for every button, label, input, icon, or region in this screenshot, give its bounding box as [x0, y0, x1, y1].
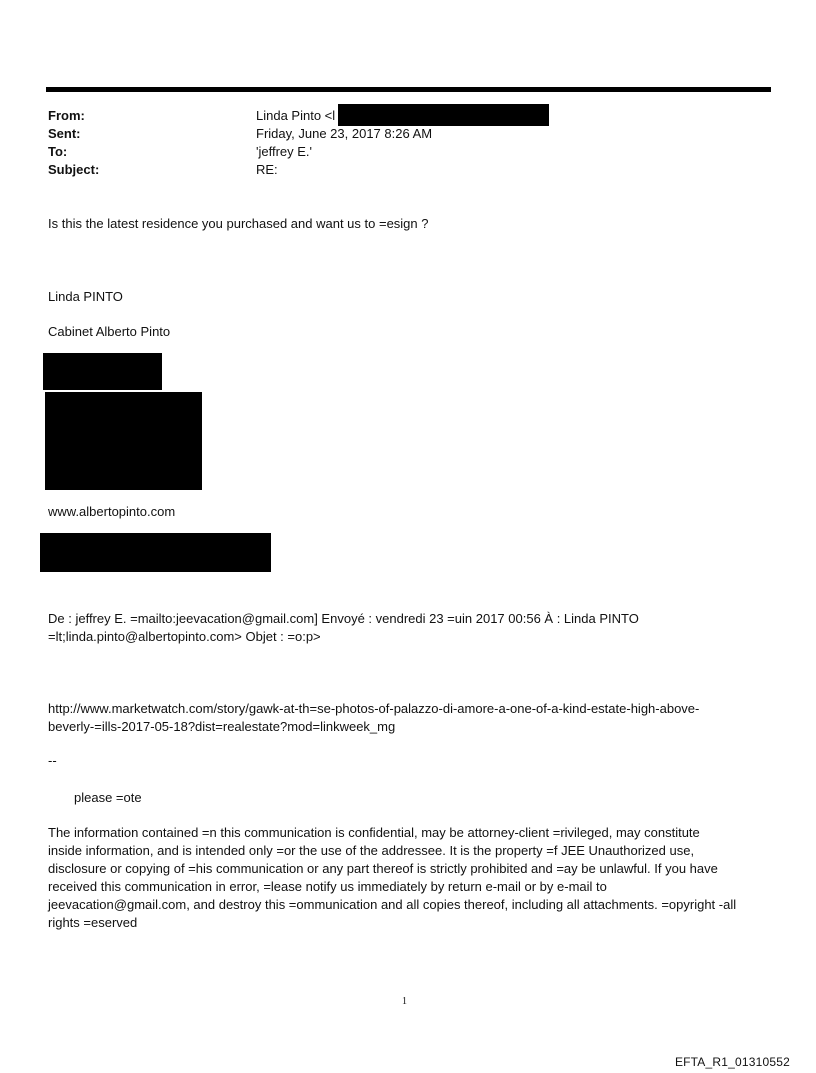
document-id: EFTA_R1_01310552 — [674, 1055, 790, 1069]
subject-value: RE: — [256, 162, 278, 177]
sent-label: Sent: — [48, 126, 81, 141]
to-label: To: — [48, 144, 68, 159]
forward-header: De : jeffrey E. =mailto:jeevacation@gmail.com] Envoyé : vendredi 23 =uin 2017 00:56 À : Linda PINTO =lt;linda.pinto@albertopinto.com> Objet : =o:p> — [48, 611, 639, 644]
question-text: Is this the latest residence you purchased and want us to =esign ? — [48, 216, 429, 231]
redaction-box — [338, 104, 549, 126]
signature-company: Cabinet Alberto Pinto — [48, 324, 171, 339]
signature-name: Linda PINTO — [48, 289, 123, 304]
forwarded-link[interactable]: http://www.marketwatch.com/story/gawk-at-th=se-photos-of-palazzo-di-amore-a-one-of-a-kind-estate-high-above- beverly-=ills-2017-05-18?dist=realestate?mod=linkweek_mg — [48, 701, 700, 734]
from-value: Linda Pinto <l — [256, 108, 336, 123]
redaction-box — [43, 353, 162, 390]
sent-value: Friday, June 23, 2017 8:26 AM — [256, 126, 433, 141]
header-rule — [46, 87, 771, 92]
redaction-box — [40, 533, 271, 572]
from-label: From: — [48, 108, 85, 123]
to-value: 'jeffrey E.' — [256, 144, 313, 159]
signature-separator: -- — [48, 753, 57, 768]
redaction-box — [45, 392, 202, 490]
signature-website: www.albertopinto.com — [48, 504, 176, 519]
disclaimer-text: The information contained =n this communication is confidential, may be attorney-client =rivileged, may constitute inside information, and is intended only =or the use of the addressee. It is the property =f JEE Unauthorized use, disclosure or copying of =his communication or any part thereof is strictly prohibited and =ay be unlawful. If you have received this communication in error, =lease notify us immediately by return e-mail or by e-mail to jeevacation@gmail.com, and destroy this =ommunication and all copies thereof, including all attachments. =opyright -all rights =eserved — [48, 825, 737, 930]
page-number: 1 — [402, 996, 407, 1007]
subject-label: Subject: — [48, 162, 100, 177]
please-note-text: please =ote — [74, 790, 142, 805]
